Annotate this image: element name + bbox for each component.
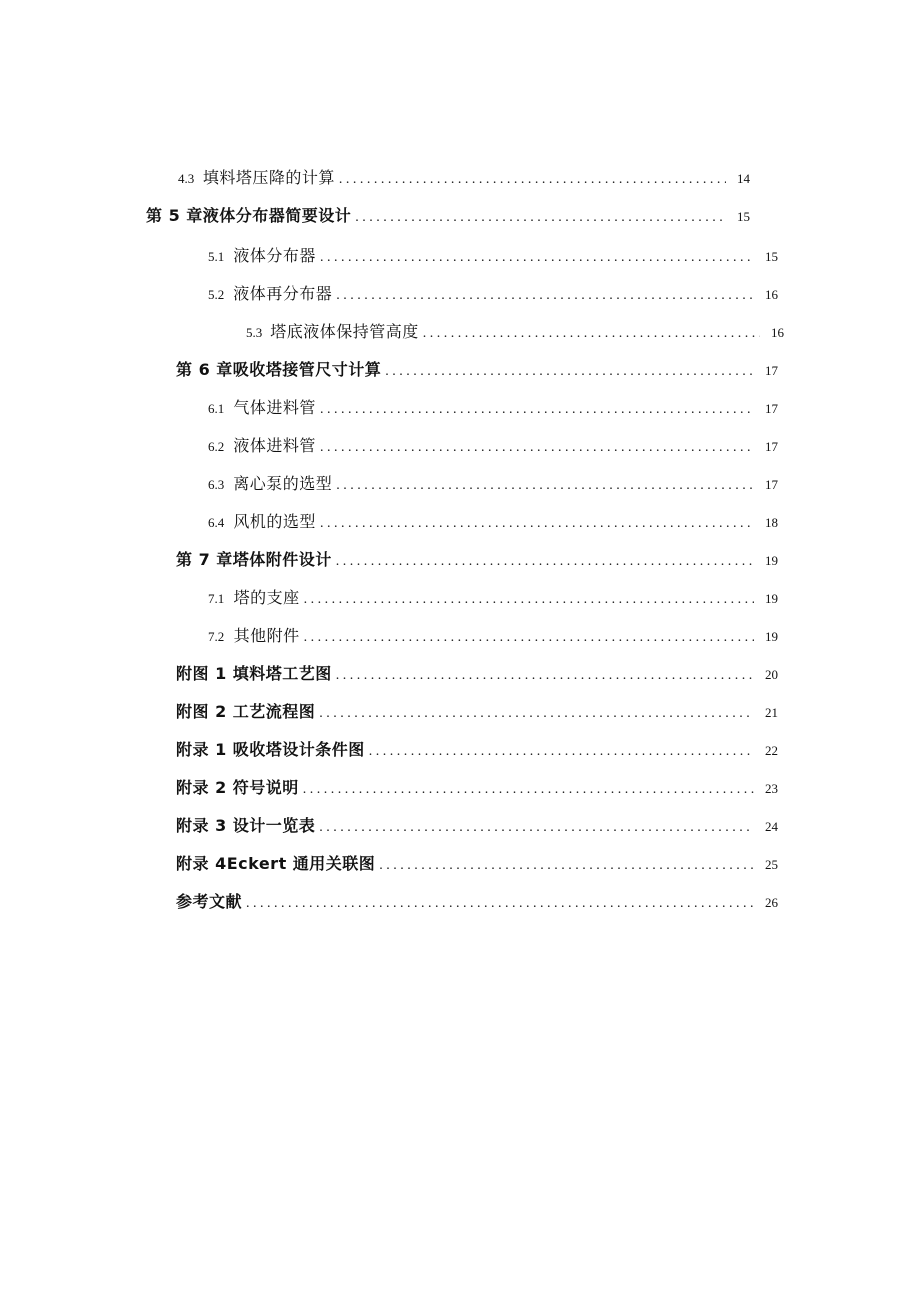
toc-entry-6-3[interactable] <box>208 471 778 497</box>
toc-entry-number: 6.3 <box>208 477 225 492</box>
toc-leader-dots <box>423 321 760 345</box>
toc-entry-number: 7.1 <box>208 591 225 606</box>
toc-entry-page: 21 <box>765 705 778 720</box>
toc-entry-page: 17 <box>765 477 778 492</box>
toc-entry-title: 气体进料管 <box>233 398 316 417</box>
toc-references[interactable] <box>176 889 778 915</box>
toc-entry-page: 16 <box>771 325 784 340</box>
toc-entry-title: 液体再分布器 <box>233 284 333 303</box>
toc-entry-title: 附图 1 填料塔工艺图 <box>176 664 332 683</box>
toc-leader-dots <box>336 663 754 687</box>
toc-entry-6-2[interactable] <box>208 433 778 459</box>
toc-entry-title: 第 7 章塔体附件设计 <box>176 550 332 569</box>
toc-entry-page: 15 <box>765 249 778 264</box>
toc-appendix-4[interactable] <box>176 851 778 877</box>
toc-entry-page: 26 <box>765 895 778 910</box>
toc-entry-number: 5.1 <box>208 249 225 264</box>
toc-leader-dots <box>320 435 754 459</box>
toc-entry-page: 19 <box>765 553 778 568</box>
toc-entry-page: 25 <box>765 857 778 872</box>
toc-leader-dots <box>320 397 754 421</box>
toc-appendix-1[interactable] <box>176 737 778 763</box>
toc-leader-dots <box>320 511 754 535</box>
toc-leader-dots <box>336 473 754 497</box>
toc-entry-page: 17 <box>765 363 778 378</box>
toc-entry-number: 7.2 <box>208 629 225 644</box>
toc-entry-number: 5.3 <box>246 325 263 340</box>
toc-entry-page: 20 <box>765 667 778 682</box>
toc-entry-title: 附录 1 吸收塔设计条件图 <box>176 740 365 759</box>
toc-leader-dots <box>336 283 754 307</box>
toc-entry-title: 塔的支座 <box>233 588 300 607</box>
toc-entry-page: 22 <box>765 743 778 758</box>
toc-entry-number: 5.2 <box>208 287 225 302</box>
toc-entry-7-2[interactable] <box>208 623 778 649</box>
toc-entry-title: 风机的选型 <box>233 512 316 531</box>
toc-entry-title: 填料塔压降的计算 <box>202 168 335 187</box>
toc-entry-page: 14 <box>737 171 750 186</box>
toc-entry-title: 附录 4Eckert 通用关联图 <box>176 854 376 873</box>
toc-entry-6-4[interactable] <box>208 509 778 535</box>
toc-entry-page: 18 <box>765 515 778 530</box>
toc-figure-1[interactable] <box>176 661 778 687</box>
toc-entry-title: 附录 2 符号说明 <box>176 778 299 797</box>
toc-appendix-2[interactable] <box>176 775 778 801</box>
toc-leader-dots <box>385 359 754 383</box>
toc-entry-5-3[interactable] <box>246 319 784 345</box>
toc-entry-title: 参考文献 <box>176 892 243 911</box>
toc-leader-dots <box>369 739 754 763</box>
toc-entry-page: 19 <box>765 591 778 606</box>
toc-leader-dots <box>246 891 754 915</box>
toc-leader-dots <box>320 245 754 269</box>
toc-entry-title: 附录 3 设计一览表 <box>176 816 316 835</box>
toc-entry-number: 6.4 <box>208 515 225 530</box>
toc-entry-title: 液体进料管 <box>233 436 316 455</box>
toc-leader-dots <box>339 167 726 191</box>
toc-entry-title: 第 6 章吸收塔接管尺寸计算 <box>176 360 382 379</box>
toc-chapter-7[interactable] <box>176 547 778 573</box>
toc-entry-4-3[interactable] <box>178 165 750 191</box>
toc-chapter-5[interactable] <box>146 203 750 229</box>
toc-leader-dots <box>319 701 754 725</box>
toc-leader-dots <box>304 625 754 649</box>
toc-leader-dots <box>379 853 754 877</box>
toc-leader-dots <box>303 777 754 801</box>
toc-appendix-3[interactable] <box>176 813 778 839</box>
toc-figure-2[interactable] <box>176 699 778 725</box>
toc-entry-title: 附图 2 工艺流程图 <box>176 702 316 721</box>
toc-leader-dots <box>304 587 754 611</box>
toc-entry-title: 其他附件 <box>233 626 300 645</box>
toc-entry-title: 离心泵的选型 <box>233 474 333 493</box>
toc-entry-page: 17 <box>765 401 778 416</box>
toc-entry-5-1[interactable] <box>208 243 778 269</box>
toc-entry-page: 24 <box>765 819 778 834</box>
toc-entry-page: 17 <box>765 439 778 454</box>
toc-leader-dots <box>355 205 726 229</box>
toc-entry-7-1[interactable] <box>208 585 778 611</box>
toc-entry-page: 16 <box>765 287 778 302</box>
toc-entry-page: 23 <box>765 781 778 796</box>
toc-chapter-6[interactable] <box>176 357 778 383</box>
toc-entry-page: 19 <box>765 629 778 644</box>
toc-entry-number: 6.1 <box>208 401 225 416</box>
toc-entry-5-2[interactable] <box>208 281 778 307</box>
toc-leader-dots <box>319 815 754 839</box>
toc-entry-6-1[interactable] <box>208 395 778 421</box>
toc-entry-number: 4.3 <box>178 171 195 186</box>
toc-entry-page: 15 <box>737 209 750 224</box>
toc-entry-title: 第 5 章液体分布器简要设计 <box>146 206 352 225</box>
toc-entry-title: 液体分布器 <box>233 246 316 265</box>
toc-entry-title: 塔底液体保持管高度 <box>270 322 419 341</box>
toc-entry-number: 6.2 <box>208 439 225 454</box>
toc-leader-dots <box>336 549 754 573</box>
